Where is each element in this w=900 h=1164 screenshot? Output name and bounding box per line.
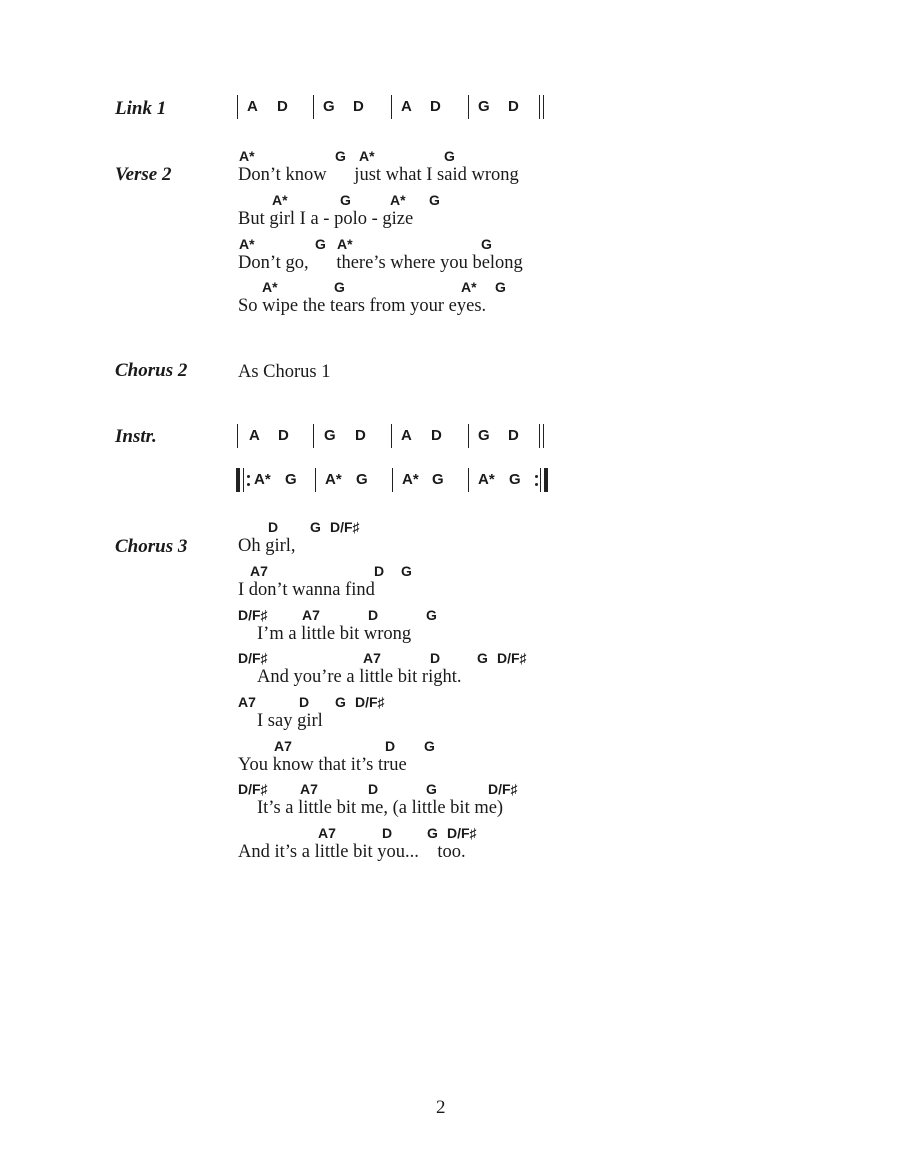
chord: D — [299, 694, 310, 710]
chord: A* — [359, 148, 375, 164]
chord: G — [424, 738, 435, 754]
barline — [315, 468, 316, 492]
barline — [313, 424, 314, 448]
chord: A7 — [238, 694, 256, 710]
bar-chord: A* — [254, 471, 271, 488]
repeat-end-barline — [544, 468, 548, 492]
section-label-instr: Instr. — [115, 426, 157, 447]
chord: A* — [262, 279, 278, 295]
chord: G — [335, 148, 346, 164]
lyric-line: You know that it’s true — [238, 755, 407, 775]
chord: D/F♯ — [238, 781, 268, 797]
bar-chord: G — [478, 98, 490, 115]
chord: A* — [390, 192, 406, 208]
barline — [243, 468, 244, 492]
bar-chord: D — [353, 98, 364, 115]
lyric-line: And it’s a little bit you... too. — [238, 842, 466, 862]
link1-bar-row — [235, 92, 555, 122]
chord: G — [426, 781, 437, 797]
section-label-chorus2: Chorus 2 — [115, 360, 188, 381]
chord: A7 — [300, 781, 318, 797]
repeat-dot — [535, 483, 538, 486]
bar-chord: D — [278, 427, 289, 444]
lyric-line: So wipe the tears from your eyes. — [238, 296, 487, 316]
bar-chord: G — [432, 471, 444, 488]
barline — [468, 95, 469, 119]
repeat-dot — [535, 475, 538, 478]
chord: D/F♯ — [355, 694, 385, 710]
bar-chord: A — [401, 427, 412, 444]
bar-chord: A* — [478, 471, 495, 488]
chord: A* — [272, 192, 288, 208]
barline — [543, 95, 544, 119]
lyric-line: Don’t know just what I said wrong — [238, 165, 519, 185]
barline — [468, 468, 469, 492]
page-number: 2 — [436, 1097, 446, 1118]
bar-chord: D — [430, 98, 441, 115]
barline — [468, 424, 469, 448]
bar-chord: G — [356, 471, 368, 488]
barline — [543, 424, 544, 448]
bar-chord: D — [508, 427, 519, 444]
bar-chord: G — [285, 471, 297, 488]
lyric-line: Don’t go, there’s where you belong — [238, 253, 523, 273]
chord: D/F♯ — [488, 781, 518, 797]
chord: A* — [239, 148, 255, 164]
bar-chord: G — [324, 427, 336, 444]
barline — [237, 424, 238, 448]
chord: G — [310, 519, 321, 535]
repeat-dot — [247, 475, 250, 478]
bar-chord: D — [355, 427, 366, 444]
bar-chord: G — [478, 427, 490, 444]
barline — [540, 468, 541, 492]
chord: D — [385, 738, 396, 754]
barline — [237, 95, 238, 119]
chord: A* — [461, 279, 477, 295]
chord: A7 — [250, 563, 268, 579]
chord: D — [382, 825, 393, 841]
chord: A* — [239, 236, 255, 252]
chord: D/F♯ — [497, 650, 527, 666]
chord: G — [495, 279, 506, 295]
bar-chord: A — [401, 98, 412, 115]
chord: G — [315, 236, 326, 252]
section-label-link1: Link 1 — [115, 98, 167, 119]
lyric-line: I say girl — [257, 711, 323, 731]
barline — [391, 424, 392, 448]
bar-chord: G — [323, 98, 335, 115]
chord: D — [368, 607, 379, 623]
chord: D — [430, 650, 441, 666]
chord: D/F♯ — [447, 825, 477, 841]
lyric-line: But girl I a - polo - gize — [238, 209, 414, 229]
chord: G — [340, 192, 351, 208]
barline — [391, 95, 392, 119]
instr-bar-row-1 — [235, 421, 555, 451]
lyric-line: It’s a little bit me, (a little bit me) — [257, 798, 504, 818]
chord: G — [334, 279, 345, 295]
chord: D — [374, 563, 385, 579]
bar-chord: D — [431, 427, 442, 444]
barline — [539, 424, 540, 448]
lyric-line: And you’re a little bit right. — [257, 667, 462, 687]
section-label-verse2: Verse 2 — [115, 164, 172, 185]
chord: G — [401, 563, 412, 579]
lyric-line: Oh girl, — [238, 536, 296, 556]
chord: G — [335, 694, 346, 710]
lyric-line: I’m a little bit wrong — [257, 624, 412, 644]
bar-chord: A* — [402, 471, 419, 488]
chord: G — [427, 825, 438, 841]
repeat-start-barline — [236, 468, 240, 492]
chord: A7 — [363, 650, 381, 666]
chord: A* — [337, 236, 353, 252]
bar-chord: A — [249, 427, 260, 444]
repeat-dot — [247, 483, 250, 486]
chord: A7 — [302, 607, 320, 623]
bar-chord: A* — [325, 471, 342, 488]
chord: G — [477, 650, 488, 666]
chord: D — [368, 781, 379, 797]
chord: G — [444, 148, 455, 164]
chord: G — [429, 192, 440, 208]
barline — [313, 95, 314, 119]
bar-chord: A — [247, 98, 258, 115]
chord: A7 — [274, 738, 292, 754]
chord: D/F♯ — [330, 519, 360, 535]
bar-chord: D — [277, 98, 288, 115]
section-label-chorus3: Chorus 3 — [115, 536, 188, 557]
barline — [539, 95, 540, 119]
bar-chord: G — [509, 471, 521, 488]
chord: G — [481, 236, 492, 252]
chord: D/F♯ — [238, 650, 268, 666]
chorus2-text: As Chorus 1 — [238, 362, 331, 382]
lyric-line: I don’t wanna find — [238, 580, 375, 600]
chord: D — [268, 519, 279, 535]
chord: D/F♯ — [238, 607, 268, 623]
chord: A7 — [318, 825, 336, 841]
barline — [392, 468, 393, 492]
instr-bar-row-2 — [235, 465, 555, 495]
chord: G — [426, 607, 437, 623]
bar-chord: D — [508, 98, 519, 115]
